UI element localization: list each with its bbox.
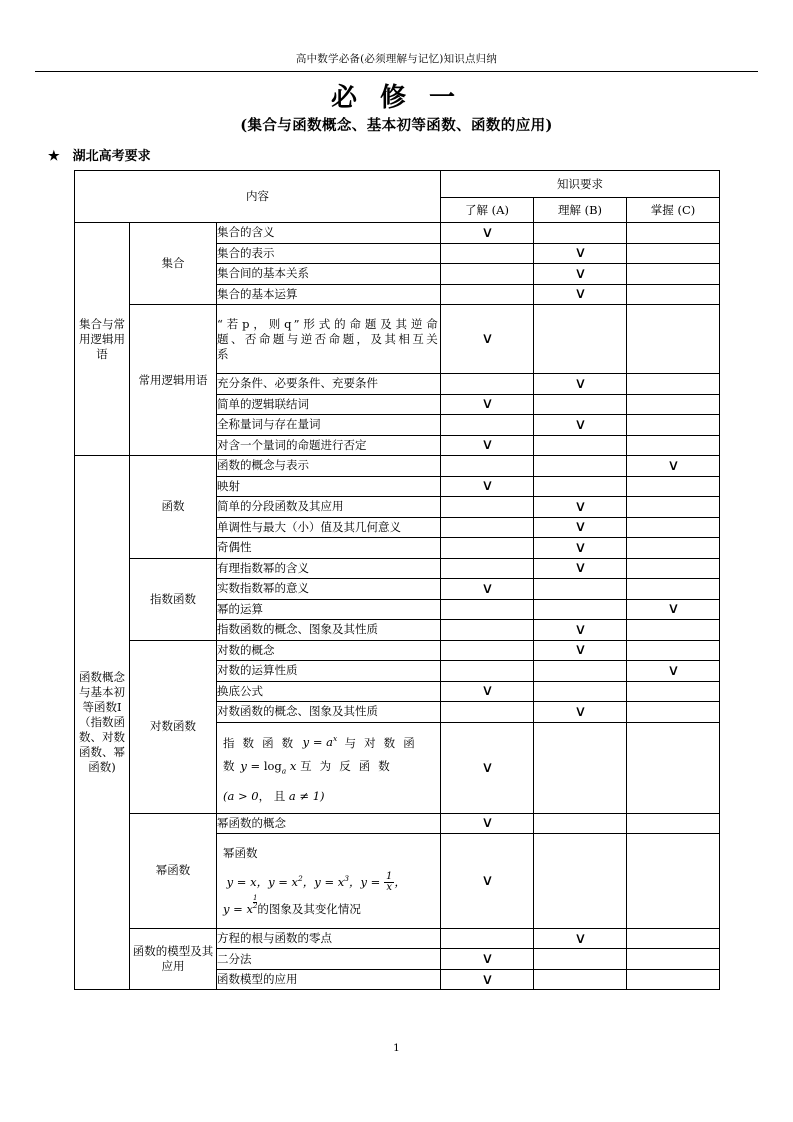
mark-b — [534, 681, 627, 702]
subsection-label: 函数 — [130, 456, 217, 559]
mark-a — [441, 702, 534, 723]
mark-c — [627, 834, 720, 929]
running-header: 高中数学必备(必须理解与记忆)知识点归纳 — [295, 53, 498, 65]
math-tail: 的图象及其变化情况 — [257, 901, 361, 916]
section-heading — [48, 148, 151, 166]
topic-label: 充分条件、必要条件、充要条件 — [217, 374, 441, 395]
mark-b — [534, 969, 627, 990]
mark-c — [627, 813, 720, 834]
mark-b — [534, 394, 627, 415]
mark-c — [627, 284, 720, 305]
mark-a: ∨ — [441, 813, 534, 834]
header-level-c: 掌握 (C) — [627, 198, 720, 223]
mark-a — [441, 661, 534, 682]
mark-c — [627, 722, 720, 813]
topic-label: 实数指数幂的意义 — [217, 579, 441, 600]
exam-requirements-table — [74, 170, 720, 990]
table-header-row — [75, 171, 720, 198]
mark-a: ∨ — [441, 681, 534, 702]
mark-c — [627, 579, 720, 600]
page-title: 必 修 一 — [330, 83, 463, 113]
mark-a — [441, 599, 534, 620]
mark-b — [534, 305, 627, 374]
math-expression-power-functions: y = x，$y = x^2$，$y = x^3$，y = $\frac{1}{x}$ ， — [223, 870, 406, 894]
mark-c — [627, 497, 720, 518]
topic-label: 单调性与最大（小）值及其几何意义 — [217, 517, 441, 538]
topic-label: 函数的概念与表示 — [217, 456, 441, 477]
math-expression-exponential: $y = a^x$ — [299, 734, 338, 750]
subsection-label: 集合 — [130, 223, 217, 305]
mark-b: ∨ — [534, 374, 627, 395]
table-row — [75, 223, 720, 244]
mark-a — [441, 640, 534, 661]
mark-c — [627, 702, 720, 723]
topic-label: 简单的逻辑联结词 — [217, 394, 441, 415]
mark-a: ∨ — [441, 476, 534, 497]
mark-a — [441, 374, 534, 395]
topic-label-math — [217, 722, 441, 813]
math-tail: 互 为 反 函 数 — [300, 759, 392, 774]
subsection-label: 幂函数 — [130, 813, 217, 928]
mark-c — [627, 620, 720, 641]
math-expression-sqrt: y = x $\frac{1}{2}$ — [223, 893, 258, 916]
mark-c — [627, 243, 720, 264]
mark-c — [627, 435, 720, 456]
mark-b: ∨ — [534, 558, 627, 579]
topic-label: 换底公式 — [217, 681, 441, 702]
mark-b: ∨ — [534, 497, 627, 518]
topic-label: 幂的运算 — [217, 599, 441, 620]
mark-b: ∨ — [534, 702, 627, 723]
mark-a: ∨ — [441, 579, 534, 600]
mark-a — [441, 456, 534, 477]
mark-a: ∨ — [441, 949, 534, 970]
mark-b — [534, 599, 627, 620]
mark-b: ∨ — [534, 284, 627, 305]
topic-label: 映射 — [217, 476, 441, 497]
mark-b: ∨ — [534, 928, 627, 949]
mark-b: ∨ — [534, 640, 627, 661]
mark-a — [441, 264, 534, 285]
mark-a — [441, 415, 534, 436]
mark-b — [534, 661, 627, 682]
page-number: 1 — [393, 1042, 400, 1054]
topic-label: 指数函数的概念、图象及其性质 — [217, 620, 441, 641]
topic-label: 集合间的基本关系 — [217, 264, 441, 285]
math-expression-logarithm: $y = \log_a x$ — [240, 759, 297, 776]
table-row — [75, 305, 720, 374]
mark-a: ∨ — [441, 305, 534, 374]
topic-label: 对数的概念 — [217, 640, 441, 661]
subsection-label: 常用逻辑用语 — [130, 305, 217, 456]
mark-a — [441, 243, 534, 264]
star-icon: ★ — [48, 149, 60, 164]
mark-b: ∨ — [534, 264, 627, 285]
topic-label: “若p，则q”形式的命题及其逆命题、否命题与逆否命题，及其相互关系 — [217, 305, 441, 374]
mark-a: ∨ — [441, 223, 534, 244]
mark-a — [441, 558, 534, 579]
topic-label: 集合的表示 — [217, 243, 441, 264]
math-prefix: 幂函数 — [223, 846, 258, 861]
mark-c — [627, 558, 720, 579]
subsection-label: 指数函数 — [130, 558, 217, 640]
math-condition-ne: a ≠ 1) — [288, 788, 325, 803]
mark-a — [441, 538, 534, 559]
topic-label: 幂函数的概念 — [217, 813, 441, 834]
header-content: 内容 — [75, 171, 441, 223]
subsection-label: 函数的模型及其应用 — [130, 928, 217, 990]
mark-a: ∨ — [441, 394, 534, 415]
math-condition: (a > 0 — [223, 788, 259, 803]
topic-label: 对数的运算性质 — [217, 661, 441, 682]
mark-b — [534, 579, 627, 600]
topic-label: 全称量词与存在量词 — [217, 415, 441, 436]
topic-label: 奇偶性 — [217, 538, 441, 559]
topic-label: 函数模型的应用 — [217, 969, 441, 990]
mark-c: ∨ — [627, 599, 720, 620]
header-level-a: 了解 (A) — [441, 198, 534, 223]
math-condition-and: 且 — [273, 788, 286, 803]
mark-b — [534, 476, 627, 497]
mark-b — [534, 435, 627, 456]
math-mid: 与 对 数 函 数 — [223, 735, 417, 774]
mark-c — [627, 374, 720, 395]
mark-a — [441, 284, 534, 305]
mark-c — [627, 640, 720, 661]
mark-a — [441, 517, 534, 538]
topic-label: 方程的根与函数的零点 — [217, 928, 441, 949]
math-prefix: 指 数 函 数 — [223, 735, 296, 750]
topic-label: 有理指数幂的含义 — [217, 558, 441, 579]
section-heading-label: 湖北高考要求 — [72, 149, 151, 164]
table-row — [75, 813, 720, 834]
table-row — [75, 928, 720, 949]
mark-b — [534, 834, 627, 929]
topic-label: 集合的基本运算 — [217, 284, 441, 305]
table-row — [75, 456, 720, 477]
mark-a — [441, 497, 534, 518]
mark-c: ∨ — [627, 661, 720, 682]
table-row — [75, 640, 720, 661]
header-rule — [35, 71, 758, 72]
mark-c — [627, 517, 720, 538]
mark-c — [627, 264, 720, 285]
mark-a — [441, 928, 534, 949]
mark-c — [627, 928, 720, 949]
mark-c — [627, 415, 720, 436]
mark-c — [627, 538, 720, 559]
mark-c — [627, 969, 720, 990]
mark-b: ∨ — [534, 517, 627, 538]
table-row — [75, 558, 720, 579]
mark-b: ∨ — [534, 620, 627, 641]
mark-b — [534, 223, 627, 244]
mark-b — [534, 949, 627, 970]
mark-c — [627, 394, 720, 415]
topic-label: 对含一个量词的命题进行否定 — [217, 435, 441, 456]
mark-b: ∨ — [534, 538, 627, 559]
mark-a: ∨ — [441, 435, 534, 456]
topic-label: 对数函数的概念、图象及其性质 — [217, 702, 441, 723]
mark-b — [534, 813, 627, 834]
mark-c — [627, 476, 720, 497]
mark-c: ∨ — [627, 456, 720, 477]
category-label: 函数概念与基本初等函数Ⅰ（指数函数、对数函数、幂函数) — [75, 456, 130, 990]
mark-b: ∨ — [534, 415, 627, 436]
mark-c — [627, 223, 720, 244]
mark-a: ∨ — [441, 722, 534, 813]
topic-label-math — [217, 834, 441, 929]
page-subtitle: (集合与函数概念、基本初等函数、函数的应用) — [240, 117, 553, 134]
subsection-label: 对数函数 — [130, 640, 217, 813]
topic-label: 简单的分段函数及其应用 — [217, 497, 441, 518]
mark-a: ∨ — [441, 834, 534, 929]
mark-b — [534, 456, 627, 477]
mark-b: ∨ — [534, 243, 627, 264]
category-label: 集合与常用逻辑用语 — [75, 223, 130, 456]
mark-c — [627, 949, 720, 970]
mark-b — [534, 722, 627, 813]
mark-c — [627, 681, 720, 702]
mark-a — [441, 620, 534, 641]
header-level-b: 理解 (B) — [534, 198, 627, 223]
header-requirement: 知识要求 — [441, 171, 720, 198]
mark-a: ∨ — [441, 969, 534, 990]
math-condition-comma: ， — [258, 788, 271, 803]
topic-label: 二分法 — [217, 949, 441, 970]
mark-c — [627, 305, 720, 374]
topic-label: 集合的含义 — [217, 223, 441, 244]
